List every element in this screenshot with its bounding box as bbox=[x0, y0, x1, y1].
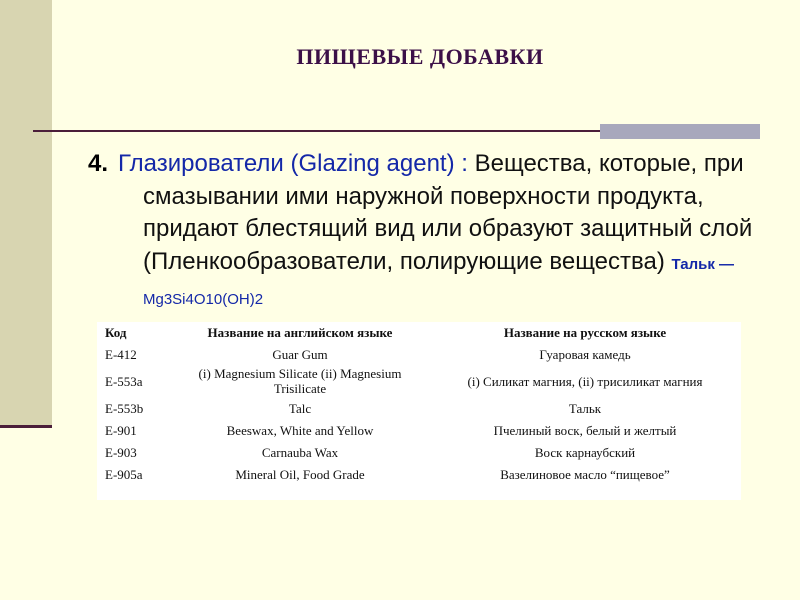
cell-english: (i) Magnesium Silicate (ii) Magnesium Trisilicate bbox=[198, 366, 402, 396]
definition-paragraph bbox=[88, 148, 788, 317]
slide-title: ПИЩЕВЫЕ ДОБАВКИ bbox=[296, 44, 544, 69]
cell-russian: Пчелиный воск, белый и желтый bbox=[493, 422, 677, 438]
table-header-row bbox=[97, 322, 741, 343]
cell-english: Carnauba Wax bbox=[261, 444, 339, 460]
cell-russian: Тальк bbox=[568, 400, 602, 416]
header-english: Название на английском языке bbox=[207, 325, 393, 340]
item-number: 4. bbox=[88, 150, 109, 177]
cell-code: E-553b bbox=[105, 400, 144, 416]
table-row bbox=[97, 365, 741, 397]
cell-code: E-905a bbox=[105, 466, 143, 482]
left-band-underline bbox=[0, 425, 52, 428]
definition-text: Вещества, которые, при смазывании ими наружной поверхности продукта, придают блестящий вид или образуют защитный слой (Пленкообразователи, полирующие вещества) bbox=[143, 150, 753, 275]
cell-english: Mineral Oil, Food Grade bbox=[235, 466, 365, 482]
talc-formula: Mg3Si4O10(OH)2 bbox=[143, 291, 264, 308]
cell-russian: Воск карнаубский bbox=[534, 444, 636, 460]
header-russian: Название на русском языке bbox=[503, 325, 667, 340]
cell-code: E-901 bbox=[105, 422, 137, 438]
cell-english: Beeswax, White and Yellow bbox=[226, 422, 374, 438]
cell-code: E-553a bbox=[105, 373, 143, 389]
cell-code: E-412 bbox=[105, 346, 137, 362]
definition-body bbox=[88, 148, 788, 317]
cell-english: Talc bbox=[288, 400, 312, 416]
table-row bbox=[97, 441, 741, 463]
term-label: Глазирователи (Glazing agent) : bbox=[118, 150, 468, 177]
cell-russian: Гуаровая камедь bbox=[539, 346, 631, 362]
table-row bbox=[97, 419, 741, 441]
cell-russian: Вазелиновое масло “пищевое” bbox=[500, 466, 670, 482]
left-decorative-band bbox=[0, 0, 52, 428]
additives-table bbox=[97, 322, 741, 500]
table-row bbox=[97, 343, 741, 365]
cell-code: E-903 bbox=[105, 444, 137, 460]
divider-accent-block bbox=[600, 124, 760, 139]
cell-russian: (i) Силикат магния, (ii) трисиликат магния bbox=[467, 373, 703, 389]
table-row bbox=[97, 463, 741, 485]
table-row bbox=[97, 397, 741, 419]
header-code: Код bbox=[105, 325, 127, 340]
talc-label: Тальк — bbox=[671, 255, 735, 273]
cell-english: Guar Gum bbox=[272, 346, 328, 362]
